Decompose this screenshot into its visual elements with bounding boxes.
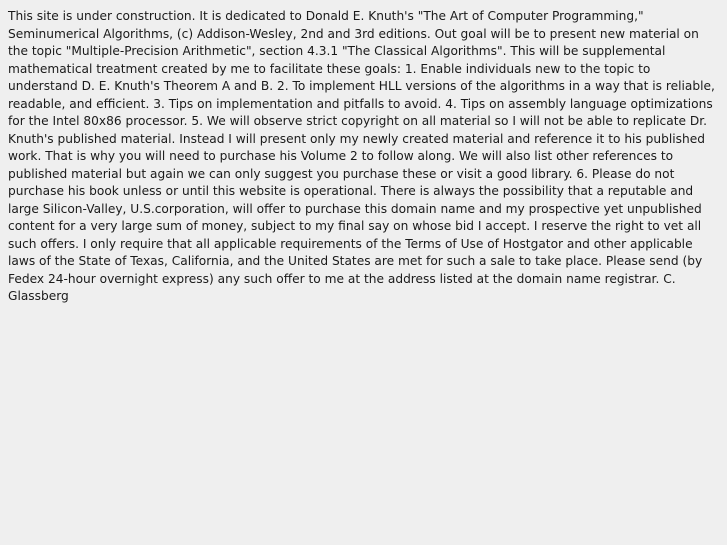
page-content [8, 8, 720, 306]
construction-notice: This site is under construction. It is dedicated to Donald E. Knuth's "The Art of Computer Programming," Seminumerical Algorithms, (c) Addison-Wesley, 2nd and 3rd editions. Out goal will be to present new material on the topic "Multiple-Precision Arithmetic", section 4.3.1 "The Classical Algorithms". This will be supplemental mathematical treatment created by me to facilitate these goals: 1. Enable individuals new to the topic to understand D. E. Knuth's Theorem A and B. 2. To implement HLL versions of the algorithms in a way that is reliable, readable, and efficient. 3. Tips on implementation and pitfalls to avoid. 4. Tips on assembly language optimizations for the Intel 80x86 processor. 5. We will observe strict copyright on all material so I will not be able to replicate Dr. Knuth's published material. Instead I will present only my newly created material and reference it to his published work. That is why you will need to purchase his Volume 2 to follow along. We will also list other references to published material but again we can only suggest you purchase these or visit a good library. 6. Please do not purchase his book unless or until this website is operational. There is always the possibility that a reputable and large Silicon-Valley, U.S.corporation, will offer to purchase this domain name and my prospective yet unpublished content for a very large sum of money, subject to my final say on whose bid I accept. I reserve the right to vet all such offers. I only require that all applicable requirements of the Terms of Use of Hostgator and other applicable laws of the State of Texas, California, and the United States are met for such a sale to take place. Please send (by Fedex 24-hour overnight express) any such offer to me at the address listed at the domain name registrar. C. Glassberg [8, 9, 715, 303]
